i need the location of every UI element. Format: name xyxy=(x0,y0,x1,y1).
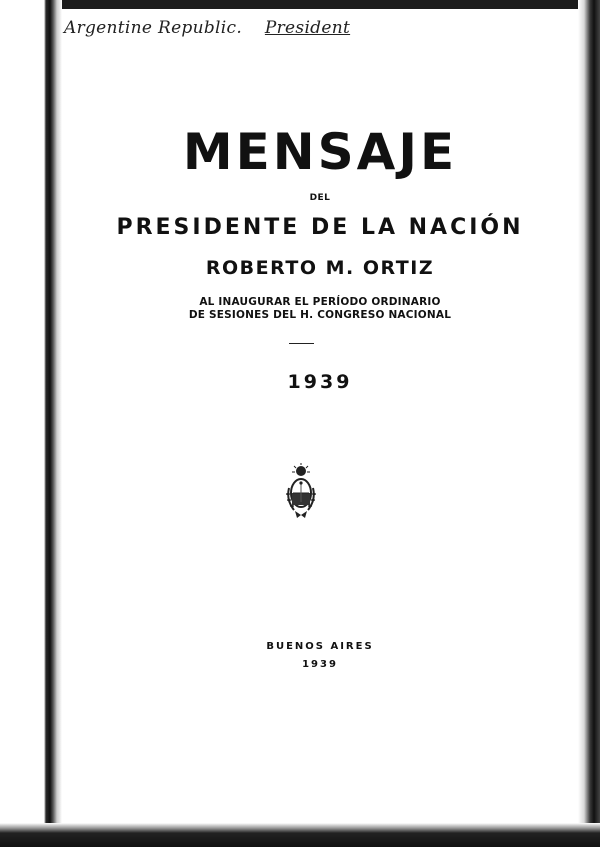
occasion-line-1: AL INAUGURAR EL PERÍODO ORDINARIO xyxy=(199,296,441,308)
annotation-role: President xyxy=(264,18,351,38)
occasion-text xyxy=(62,296,578,322)
occasion-line-2: DE SESIONES DEL H. CONGRESO NACIONAL xyxy=(188,309,452,321)
page-title: MENSAJE xyxy=(182,123,458,181)
scan-edge-bottom xyxy=(0,823,600,847)
scan-edge-right xyxy=(578,0,600,847)
divider-rule xyxy=(289,343,314,344)
title-connector: DEL xyxy=(309,193,331,203)
heading-president: PRESIDENTE DE LA NACIÓN xyxy=(116,215,524,240)
author-name: ROBERTO M. ORTIZ xyxy=(205,257,435,279)
publication-year: 1939 xyxy=(287,371,353,393)
imprint-city: BUENOS AIRES xyxy=(266,641,374,652)
scan-edge-left xyxy=(0,0,62,847)
scan-edge-top xyxy=(0,0,600,9)
imprint-year: 1939 xyxy=(302,659,338,670)
handwritten-annotation xyxy=(64,18,350,38)
annotation-country: Argentine Republic. xyxy=(64,18,243,38)
coat-of-arms-icon xyxy=(284,462,318,522)
